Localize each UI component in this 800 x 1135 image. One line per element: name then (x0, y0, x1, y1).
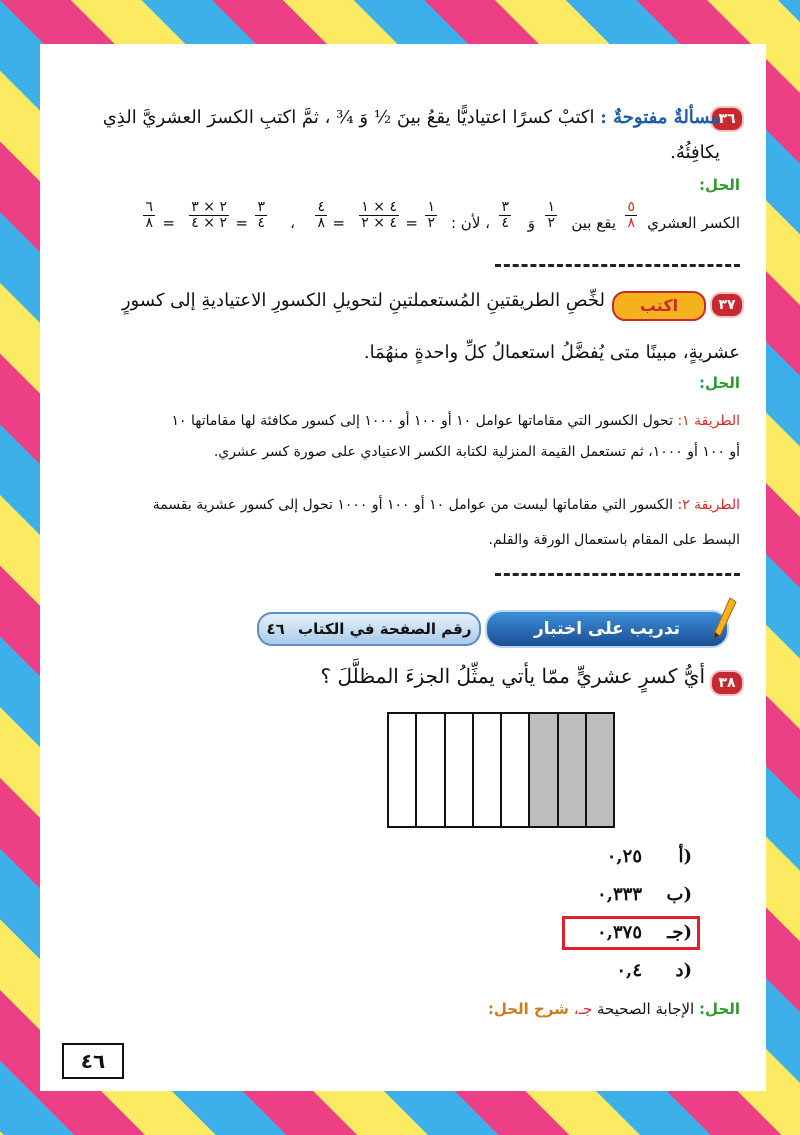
book-page-ref (257, 612, 481, 646)
option-value: ٠,٢٥ (606, 846, 642, 867)
equals-sign: = (235, 214, 248, 232)
answer-option[interactable] (560, 922, 700, 948)
write-badge: اكتب (612, 291, 706, 321)
question-38-number: ٣٨ (710, 670, 744, 696)
method-1-line1: تحول الكسور التي مقاماتها عوامل ١٠ أو ١٠٠ أو ١٠٠٠ إلى كسور مكافئة لها مقاماتها ١٠ (171, 413, 673, 429)
unshaded-strip (472, 714, 500, 826)
equals-sign: = (332, 214, 345, 232)
unshaded-strip (415, 714, 443, 826)
three-quarters-fraction: ٣ ٤ (501, 199, 509, 232)
method-1-label: الطريقة ١: (677, 413, 740, 429)
shaded-strip (557, 714, 585, 826)
method-2-label: الطريقة ٢: (677, 497, 740, 513)
q36-solution-math (110, 200, 740, 250)
method-2 (50, 490, 740, 520)
eq2-left: ٣ ٤ (257, 199, 265, 232)
method-2-line1: الكسور التي مقاماتها ليست من عوامل ١٠ أو ١٠٠ أو ١٠٠٠ تحول إلى كسور عشرية بقسمة (152, 497, 673, 513)
q37-solution-label: الحل: (699, 374, 740, 392)
eq1-left: ١ ٢ (427, 199, 435, 232)
question-37-line2: عشريةٍ، مبينًا متى يُفضَّلُ استعمالُ كلِّ واحدةٍ منهُمَا. (363, 342, 740, 363)
q38-solution-text: الإجابة الصحيحة (597, 1000, 695, 1018)
q36-solution-label: الحل: (699, 176, 740, 194)
method-1 (50, 406, 740, 436)
eq2-mid: ٢ × ٣ ٢ × ٤ (191, 199, 227, 232)
option-letter: أ) (678, 846, 692, 867)
question-36-text (60, 102, 720, 134)
because-text: ، لأن : (450, 214, 490, 232)
page-ref-value: ٤٦ (266, 620, 285, 638)
eq1-mid: ٤ × ١ ٤ × ٢ (361, 199, 397, 232)
q38-solution (488, 1000, 740, 1018)
question-37-number: ٣٧ (710, 292, 744, 318)
option-value: ٠,٣٧٥ (597, 922, 642, 943)
equals-sign: = (162, 214, 175, 232)
option-letter: ب) (666, 884, 692, 905)
separator-1 (495, 264, 740, 267)
separator-2 (495, 573, 740, 576)
shaded-strip (528, 714, 556, 826)
page-number: ٤٦ (62, 1043, 124, 1079)
question-36-line2: يكافِئُهُ. (670, 142, 720, 163)
explain-label: شرح الحل: (487, 1000, 569, 1018)
unshaded-strip (389, 714, 415, 826)
option-letter: د) (675, 960, 692, 981)
option-value: ٠,٤ (616, 960, 642, 981)
answer-option[interactable] (560, 846, 700, 872)
correct-answer-highlight (562, 916, 700, 950)
practice-banner: تدريب على اختبار (485, 610, 729, 648)
answer-fraction: ٥ ٨ (627, 199, 635, 232)
answer-option[interactable] (560, 960, 700, 986)
q38-solution-letter: جـ، (573, 1000, 593, 1018)
option-letter: جـ) (667, 922, 692, 943)
shaded-strip (585, 714, 613, 826)
question-37-line1: لخِّصِ الطريقتينِ المُستعملتينِ لتحويلِ الكسورِ الاعتياديةِ إلى كسورٍ (121, 290, 605, 311)
open-problem-label: مسألةٌ مفتوحةٌ : (600, 107, 720, 128)
half-fraction: ١ ٢ (547, 199, 555, 232)
pencil-icon (712, 596, 738, 640)
method-2-line2: البسط على المقام باستعمال الورقة والقلم. (488, 532, 740, 548)
option-value: ٠,٣٣٣ (597, 884, 642, 905)
eq1-result: ٤ ٨ (317, 199, 325, 232)
answer-option[interactable] (560, 884, 700, 910)
and-text: وَ (527, 214, 535, 232)
page-ref-label: رقم الصفحة في الكتاب (298, 620, 472, 638)
question-36-line1: اكتبْ كسرًا اعتياديًّا يقعُ بينَ ½ وَ ¾ ، ثمَّ اكتبِ الكسرَ العشريَّ الذِي (102, 107, 595, 128)
equals-sign: = (405, 214, 418, 232)
unshaded-strip (444, 714, 472, 826)
between-text: يقع بين (571, 214, 616, 232)
unshaded-strip (500, 714, 528, 826)
comma: ، (290, 214, 295, 232)
fraction-grid (387, 712, 615, 828)
method-1-line2: أو ١٠٠ أو ١٠٠٠، ثم تستعمل القيمة المنزلية لكتابة الكسر الاعتيادي على صورة كسر عشري. (213, 444, 740, 460)
question-38-text: أيُّ كسرٍ عشريٍّ ممّا يأتي يمثِّلُ الجزءَ المظلَّلَ ؟ (320, 664, 705, 688)
question-36-number: ٣٦ (710, 106, 744, 132)
eq2-result: ٦ ٨ (145, 199, 153, 232)
q38-solution-label: الحل: (699, 1000, 740, 1018)
answer-prefix: الكسر العشري (647, 214, 740, 232)
